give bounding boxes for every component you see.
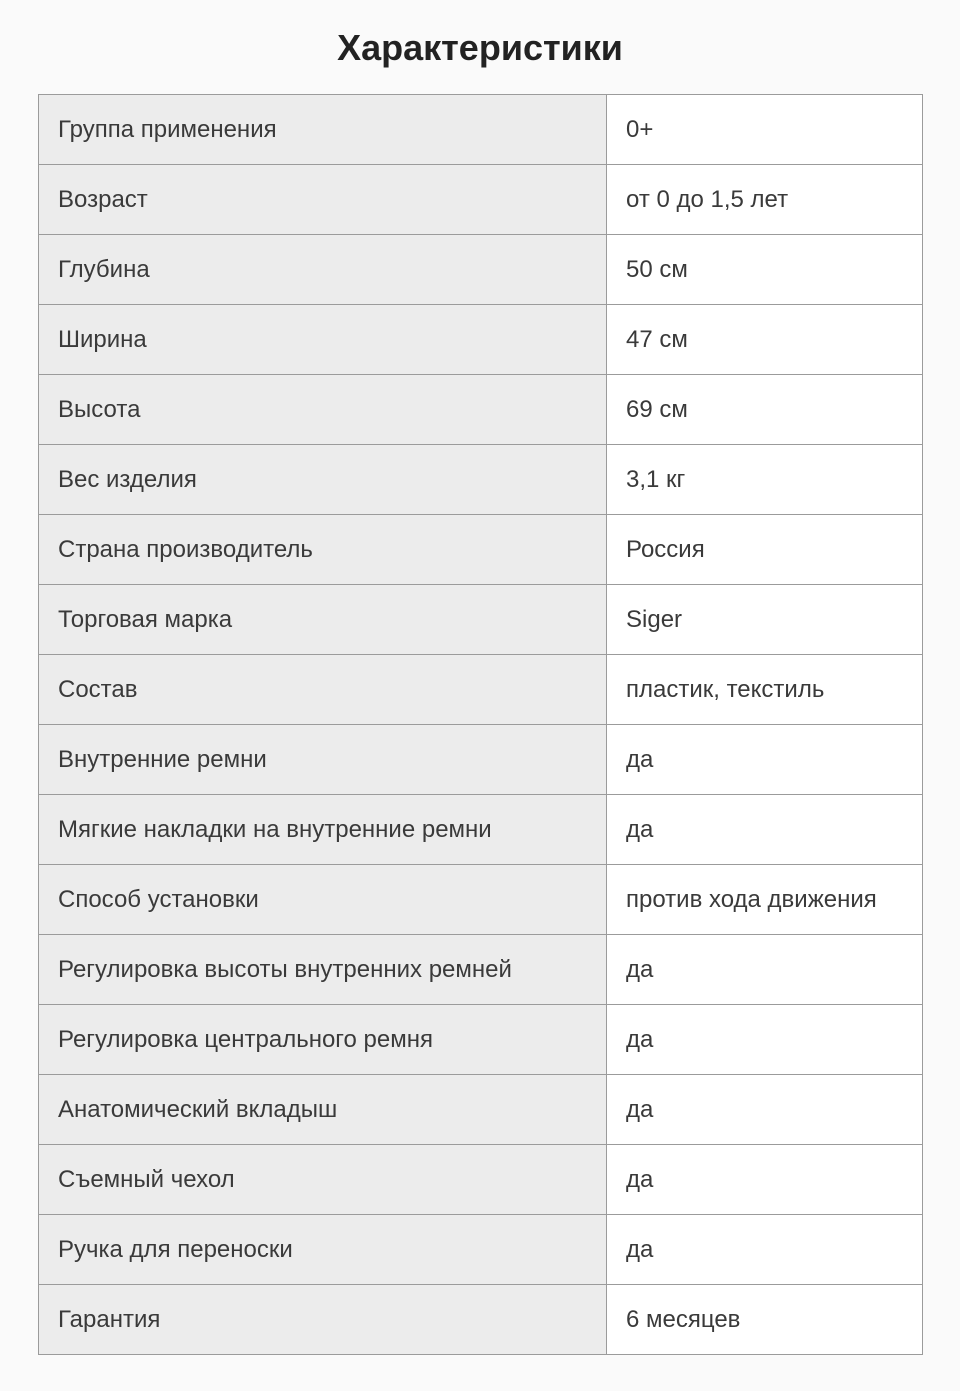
table-row <box>39 1285 923 1355</box>
spec-value: Россия <box>607 515 923 585</box>
spec-value: да <box>607 1075 923 1145</box>
table-row <box>39 1215 923 1285</box>
table-row <box>39 585 923 655</box>
table-row <box>39 655 923 725</box>
table-row <box>39 935 923 1005</box>
spec-label: Регулировка высоты внутренних ремней <box>39 935 607 1005</box>
table-row <box>39 795 923 865</box>
table-row <box>39 1145 923 1215</box>
spec-value: да <box>607 1145 923 1215</box>
spec-label: Ширина <box>39 305 607 375</box>
table-row <box>39 865 923 935</box>
spec-label: Съемный чехол <box>39 1145 607 1215</box>
spec-label: Регулировка центрального ремня <box>39 1005 607 1075</box>
spec-value: пластик, текстиль <box>607 655 923 725</box>
spec-label: Внутренние ремни <box>39 725 607 795</box>
spec-value: Siger <box>607 585 923 655</box>
spec-value: 69 см <box>607 375 923 445</box>
spec-value: против хода движения <box>607 865 923 935</box>
spec-label: Гарантия <box>39 1285 607 1355</box>
page-title: Характеристики <box>337 27 623 68</box>
spec-label: Страна производитель <box>39 515 607 585</box>
spec-label: Глубина <box>39 235 607 305</box>
table-row <box>39 515 923 585</box>
spec-value: 0+ <box>607 95 923 165</box>
spec-label: Группа применения <box>39 95 607 165</box>
spec-label: Способ установки <box>39 865 607 935</box>
spec-value: от 0 до 1,5 лет <box>607 165 923 235</box>
spec-value: да <box>607 795 923 865</box>
table-row <box>39 375 923 445</box>
spec-value: 3,1 кг <box>607 445 923 515</box>
spec-label: Анатомический вкладыш <box>39 1075 607 1145</box>
spec-value: да <box>607 935 923 1005</box>
spec-value: да <box>607 1215 923 1285</box>
spec-label: Ручка для переноски <box>39 1215 607 1285</box>
spec-label: Торговая марка <box>39 585 607 655</box>
spec-value: 50 см <box>607 235 923 305</box>
table-row <box>39 1005 923 1075</box>
spec-value: да <box>607 725 923 795</box>
specs-table-body <box>39 95 923 1355</box>
table-row <box>39 1075 923 1145</box>
spec-value: 6 месяцев <box>607 1285 923 1355</box>
spec-value: да <box>607 1005 923 1075</box>
spec-label: Состав <box>39 655 607 725</box>
spec-label: Мягкие накладки на внутренние ремни <box>39 795 607 865</box>
table-row <box>39 725 923 795</box>
table-row <box>39 305 923 375</box>
spec-label: Вес изделия <box>39 445 607 515</box>
spec-label: Возраст <box>39 165 607 235</box>
table-row <box>39 445 923 515</box>
specs-table <box>38 94 923 1355</box>
table-row <box>39 165 923 235</box>
spec-label: Высота <box>39 375 607 445</box>
table-row <box>39 235 923 305</box>
table-row <box>39 95 923 165</box>
spec-value: 47 см <box>607 305 923 375</box>
